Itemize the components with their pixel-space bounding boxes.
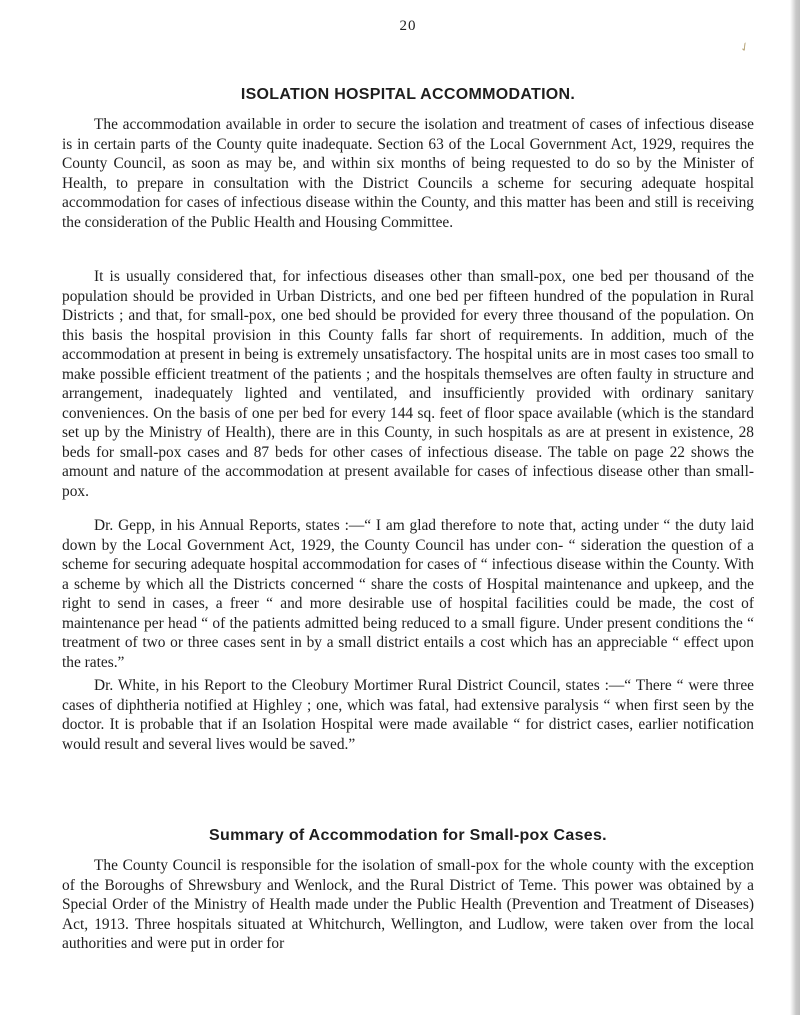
paragraph-1: The accommodation available in order to secure the isolation and treatment of cases of infectious disease is in certain parts of the County quite inadequate. Section 63 of the Local Government Act, 1929, requires the County Council, as soon as may be, and within six months of being requested to do so by the Minister of Health, to prepare in consultation with the District Councils a scheme for securing adequate hospital accommodation for cases of infectious disease within the County, and this matter has been and still is receiving the consideration of the Public Health and Housing Committee. <box>62 116 754 231</box>
paragraph-4-white-quote: Dr. White, in his Report to the Cleobury Mortimer Rural District Council, states :—“ There “ were three cases of diphtheria notified at Highley ; one, which was fatal, had extensive paralysis “ when first seen by the doctor. It is probable that if an Isolation Hospital were made available “ for district cases, earlier notification would result and several lives would be saved.” <box>62 677 754 753</box>
pencil-tick-mark: ✓ <box>736 38 753 56</box>
paragraph-3-gepp-quote: Dr. Gepp, in his Annual Reports, states :—“ I am glad therefore to note that, acting under “ the duty laid down by the Local Government Act, 1929, the County Council has under con- “ sideration the question of a scheme for securing adequate hospital accommodation for cases of “ infectious disease within the County. With a scheme by which all the Districts concerned “ share the costs of Hospital maintenance and upkeep, and the right to send in cases, a freer “ and more desirable use of hospital facilities could be made, the cost of maintenance per head “ of the patients admitted being reduced to a small figure. Under present conditions the “ treatment of two or three cases sent in by a small district entails a cost which has an appreciable “ effect upon the rates.” <box>62 517 754 671</box>
page-number: 20 <box>399 18 417 34</box>
paragraph-2: It is usually considered that, for infectious diseases other than small-pox, one bed per thousand of the population should be provided in Urban Districts, and one bed per fifteen hundred of the population in Rural Districts ; and that, for small-pox, one bed should be provided for every three thousand of the population. On this basis the hospital provision in this County falls far short of requirements. In addition, much of the accommodation at present in being is extremely unsatisfactory. The hospital units are in most cases too small to make possible efficient treatment of the patients ; and the hospitals themselves are often faulty in structure and arrangement, inadequately lighted and ventilated, and insufficiently provided with ordinary sanitary conveniences. On the basis of one per bed for every 144 sq. feet of floor space available (which is the standard set up by the Ministry of Health), there are in this County, in such hospitals as are at present in existence, 28 beds for small-pox cases and 87 beds for other cases of infectious disease. The table on page 22 shows the amount and nature of the accommodation at present available for cases of infectious disease other than small-pox. <box>62 268 754 500</box>
section-heading-smallpox-summary: Summary of Accommodation for Small-pox Cases. <box>209 827 607 844</box>
page-edge-shadow <box>790 0 800 1015</box>
section-heading-isolation: ISOLATION HOSPITAL ACCOMMODATION. <box>240 86 576 103</box>
paragraph-5: The County Council is responsible for the isolation of small-pox for the whole county with the exception of the Boroughs of Shrewsbury and Wenlock, and the Rural District of Teme. This power was obtained by a Special Order of the Ministry of Health made under the Public Health (Prevention and Treatment of Diseases) Act, 1913. Three hospitals situated at Whitchurch, Wellington, and Ludlow, were taken over from the local authorities and were put in order for <box>62 857 754 952</box>
